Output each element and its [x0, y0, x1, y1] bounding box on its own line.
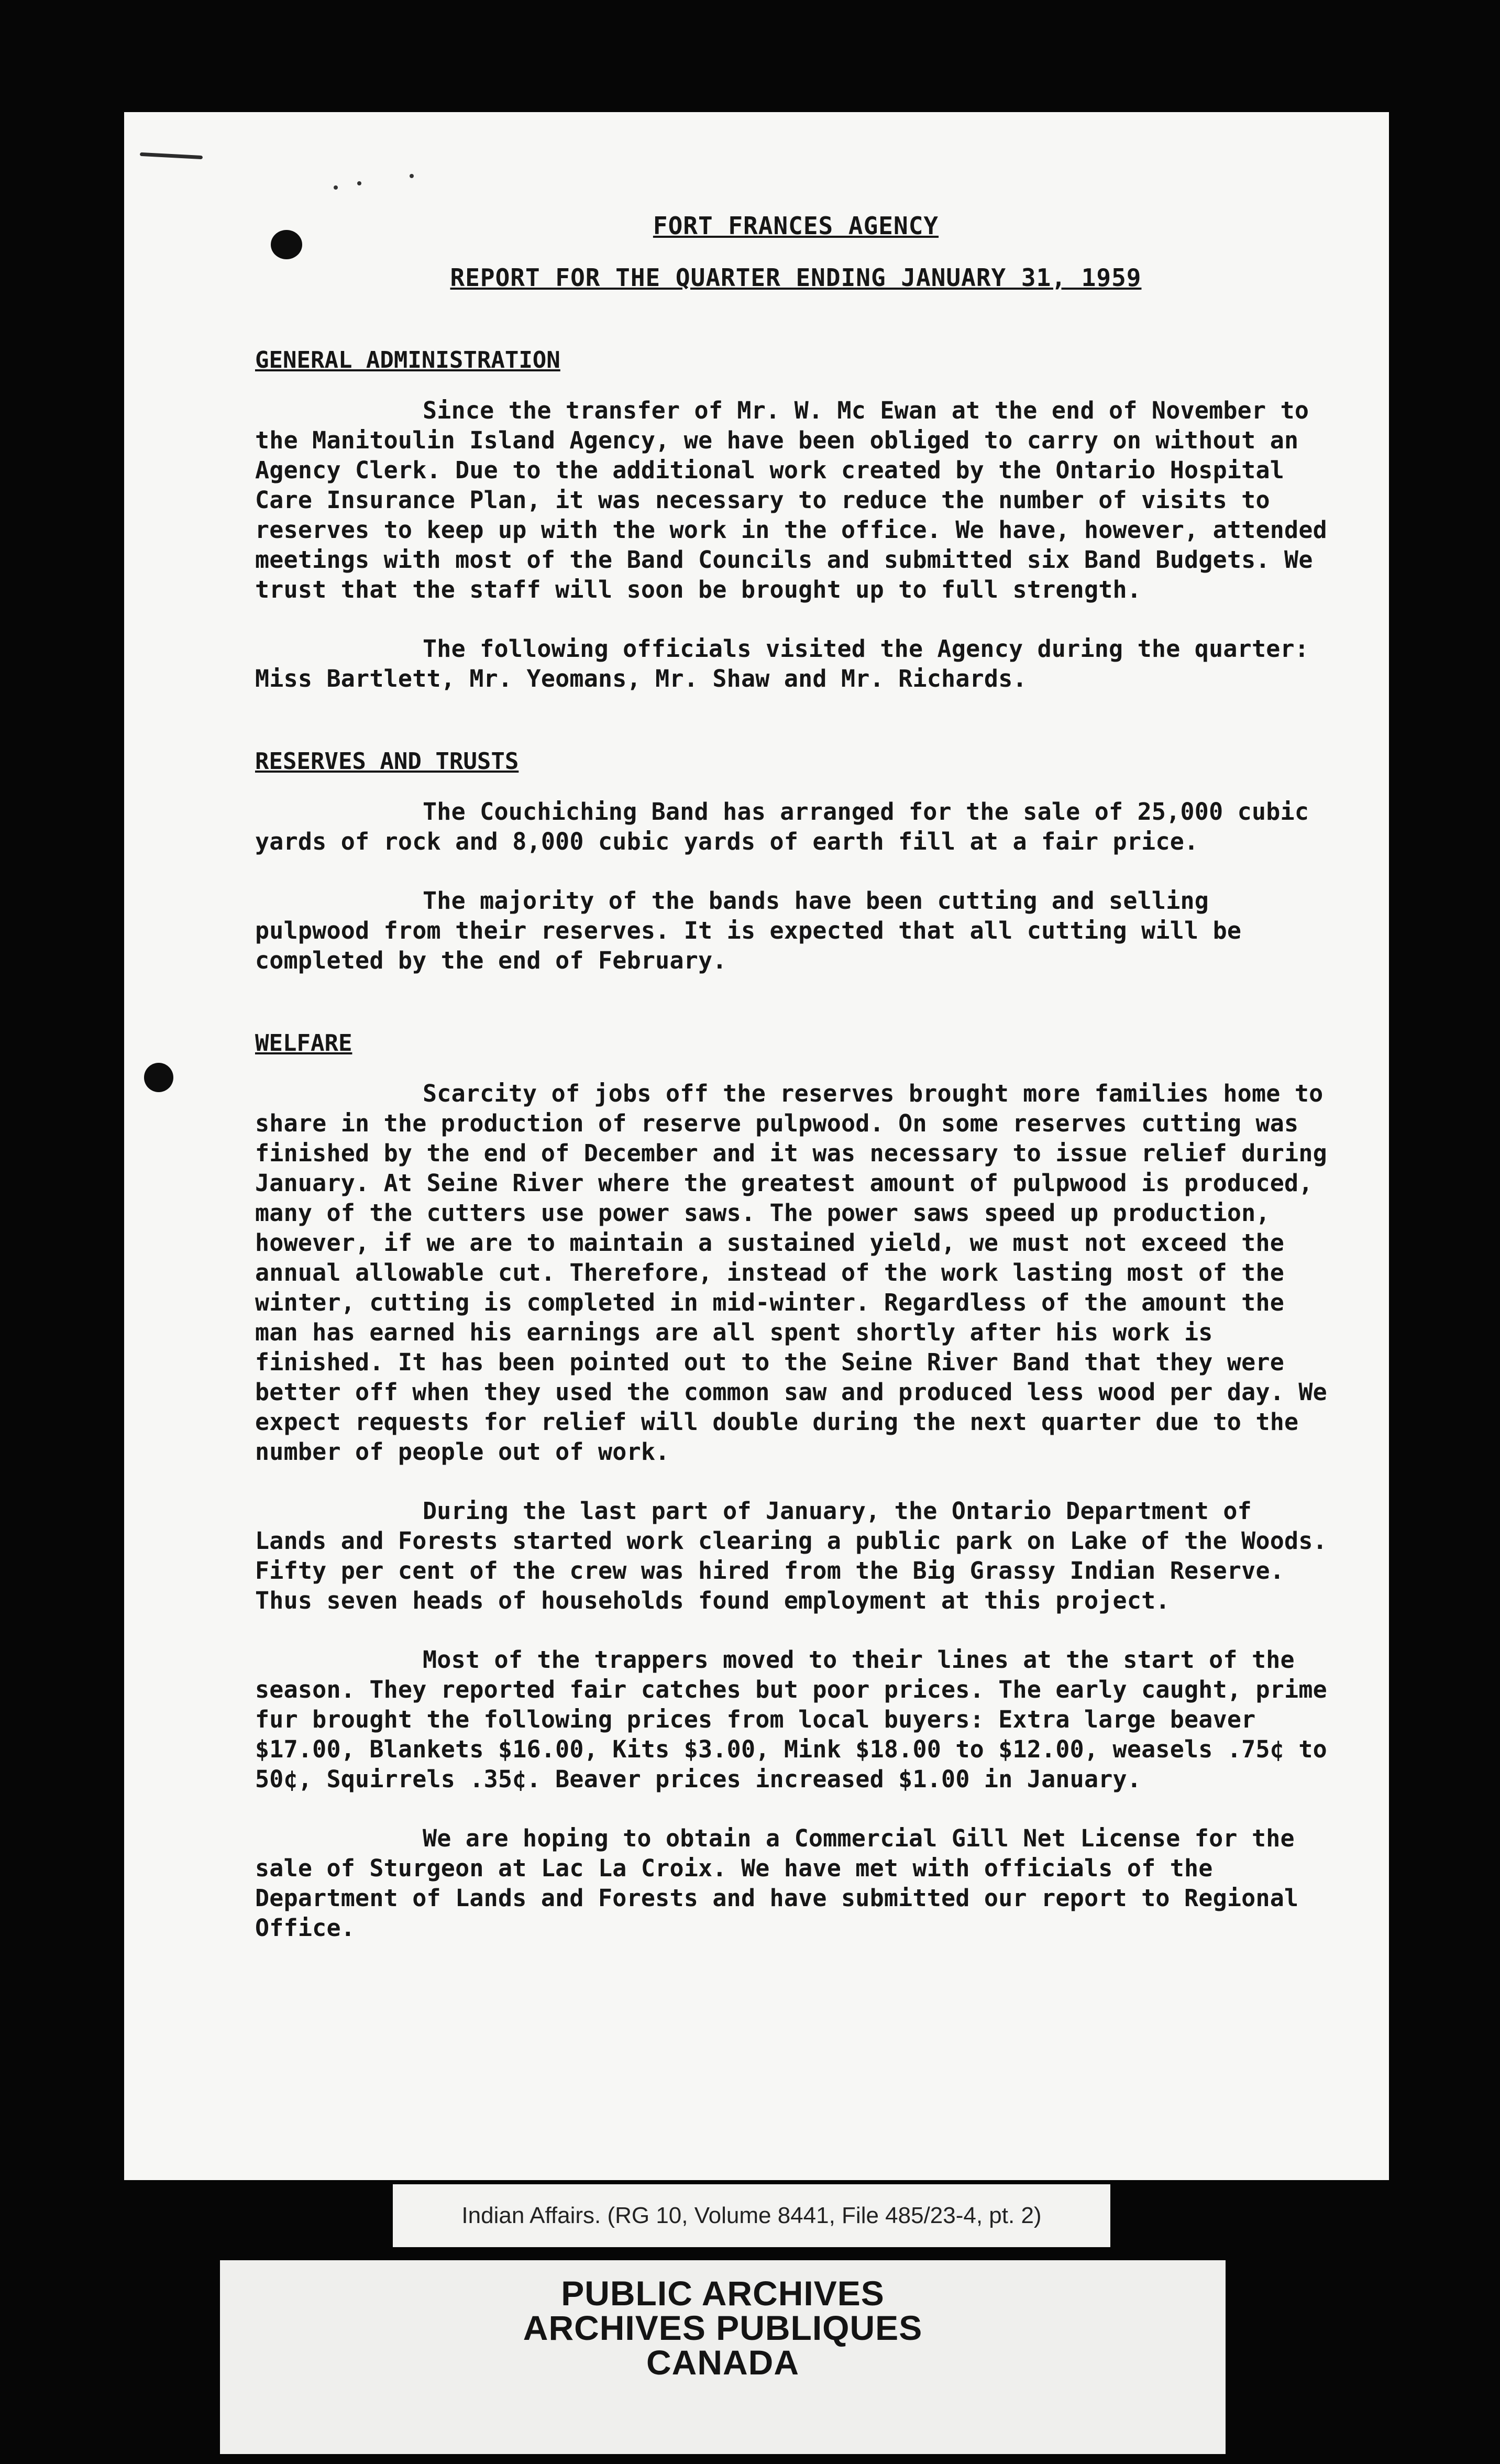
- paragraph: The following officials visited the Agency during the quarter: Miss Bartlett, Mr. Yeomans, Mr. Shaw and Mr. Richards.: [255, 635, 1309, 693]
- archive-reference-label: [393, 2184, 1110, 2247]
- archive-reference: Indian Affairs. (RG 10, Volume 8441, File 485/23-4, pt. 2): [461, 2203, 1042, 2228]
- document-subtitle: REPORT FOR THE QUARTER ENDING JANUARY 31, 1959: [450, 263, 1142, 292]
- dust-speck: [357, 181, 361, 185]
- stamp-line-english: PUBLIC ARCHIVES: [561, 2274, 885, 2313]
- document-title: FORT FRANCES AGENCY: [653, 212, 939, 240]
- section-heading: GENERAL ADMINISTRATION: [255, 347, 560, 374]
- paragraph: Most of the trappers moved to their lines at the start of the season. They reported fair catches but poor prices. The early caught, prime fur brought the following prices from local buyers: Extra large beaver $17.00, Blankets $16.00, Kits $3.00, Mink $18.00 to $12.00, weasels .75¢ to 50¢, Squirrels .35¢. Beaver prices increased $1.00 in January.: [255, 1646, 1327, 1794]
- punch-hole-middle: [144, 1063, 173, 1092]
- document-page: [124, 112, 1389, 2180]
- paragraph: The Couchiching Band has arranged for the sale of 25,000 cubic yards of rock and 8,000 cubic yards of earth fill at a fair price.: [255, 798, 1309, 856]
- section-welfare: [255, 1030, 1337, 1943]
- dust-speck: [334, 185, 338, 190]
- paragraph: During the last part of January, the Ontario Department of Lands and Forests started work clearing a public park on Lake of the Woods. Fifty per cent of the crew was hired from the Big Grassy Indian Reserve. Thus seven heads of households found employment at this project.: [255, 1497, 1327, 1615]
- stamp-line-country: CANADA: [646, 2343, 799, 2382]
- section-heading: RESERVES AND TRUSTS: [255, 748, 519, 775]
- paragraph: Scarcity of jobs off the reserves brought more families home to share in the production of reserve pulpwood. On some reserves cutting was finished by the end of December and it was necessary to issue relief during January. At Seine River where the greatest amount of pulpwood is produced, many of the cutters use power saws. The power saws speed up production, however, if we are to maintain a sustained yield, we must not exceed the annual allowable cut. Therefore, instead of the work lasting most of the winter, cutting is completed in mid-winter. Regardless of the amount the man has earned his earnings are all spent shortly after his work is finished. It has been pointed out to the Seine River Band that they were better off when they used the common saw and produced less wood per day. We expect requests for relief will double during the next quarter due to the number of people out of work.: [255, 1080, 1327, 1466]
- dust-speck: [410, 174, 414, 178]
- archive-stamp: [220, 2260, 1226, 2454]
- paragraph: The majority of the bands have been cutting and selling pulpwood from their reserves. It is expected that all cutting will be completed by the end of February.: [255, 887, 1242, 975]
- paragraph: Since the transfer of Mr. W. Mc Ewan at the end of November to the Manitoulin Island Agency, we have been obliged to carry on without an Agency Clerk. Due to the additional work created by the Ontario Hospital Care Insurance Plan, it was necessary to reduce the number of visits to reserves to keep up with the work in the office. We have, however, attended meetings with most of the Band Councils and submitted six Band Budgets. We trust that the staff will soon be brought up to full strength.: [255, 397, 1327, 604]
- paragraph: We are hoping to obtain a Commercial Gill Net License for the sale of Sturgeon at Lac La Croix. We have met with officials of the Department of Lands and Forests and have submitted our report to Regional Office.: [255, 1824, 1299, 1942]
- punch-hole-top: [271, 230, 302, 259]
- pencil-mark: [140, 152, 203, 159]
- section-heading: WELFARE: [255, 1030, 352, 1057]
- stamp-line-french: ARCHIVES PUBLIQUES: [523, 2308, 923, 2347]
- section-general-administration: [255, 347, 1337, 694]
- section-reserves-and-trusts: [255, 748, 1337, 975]
